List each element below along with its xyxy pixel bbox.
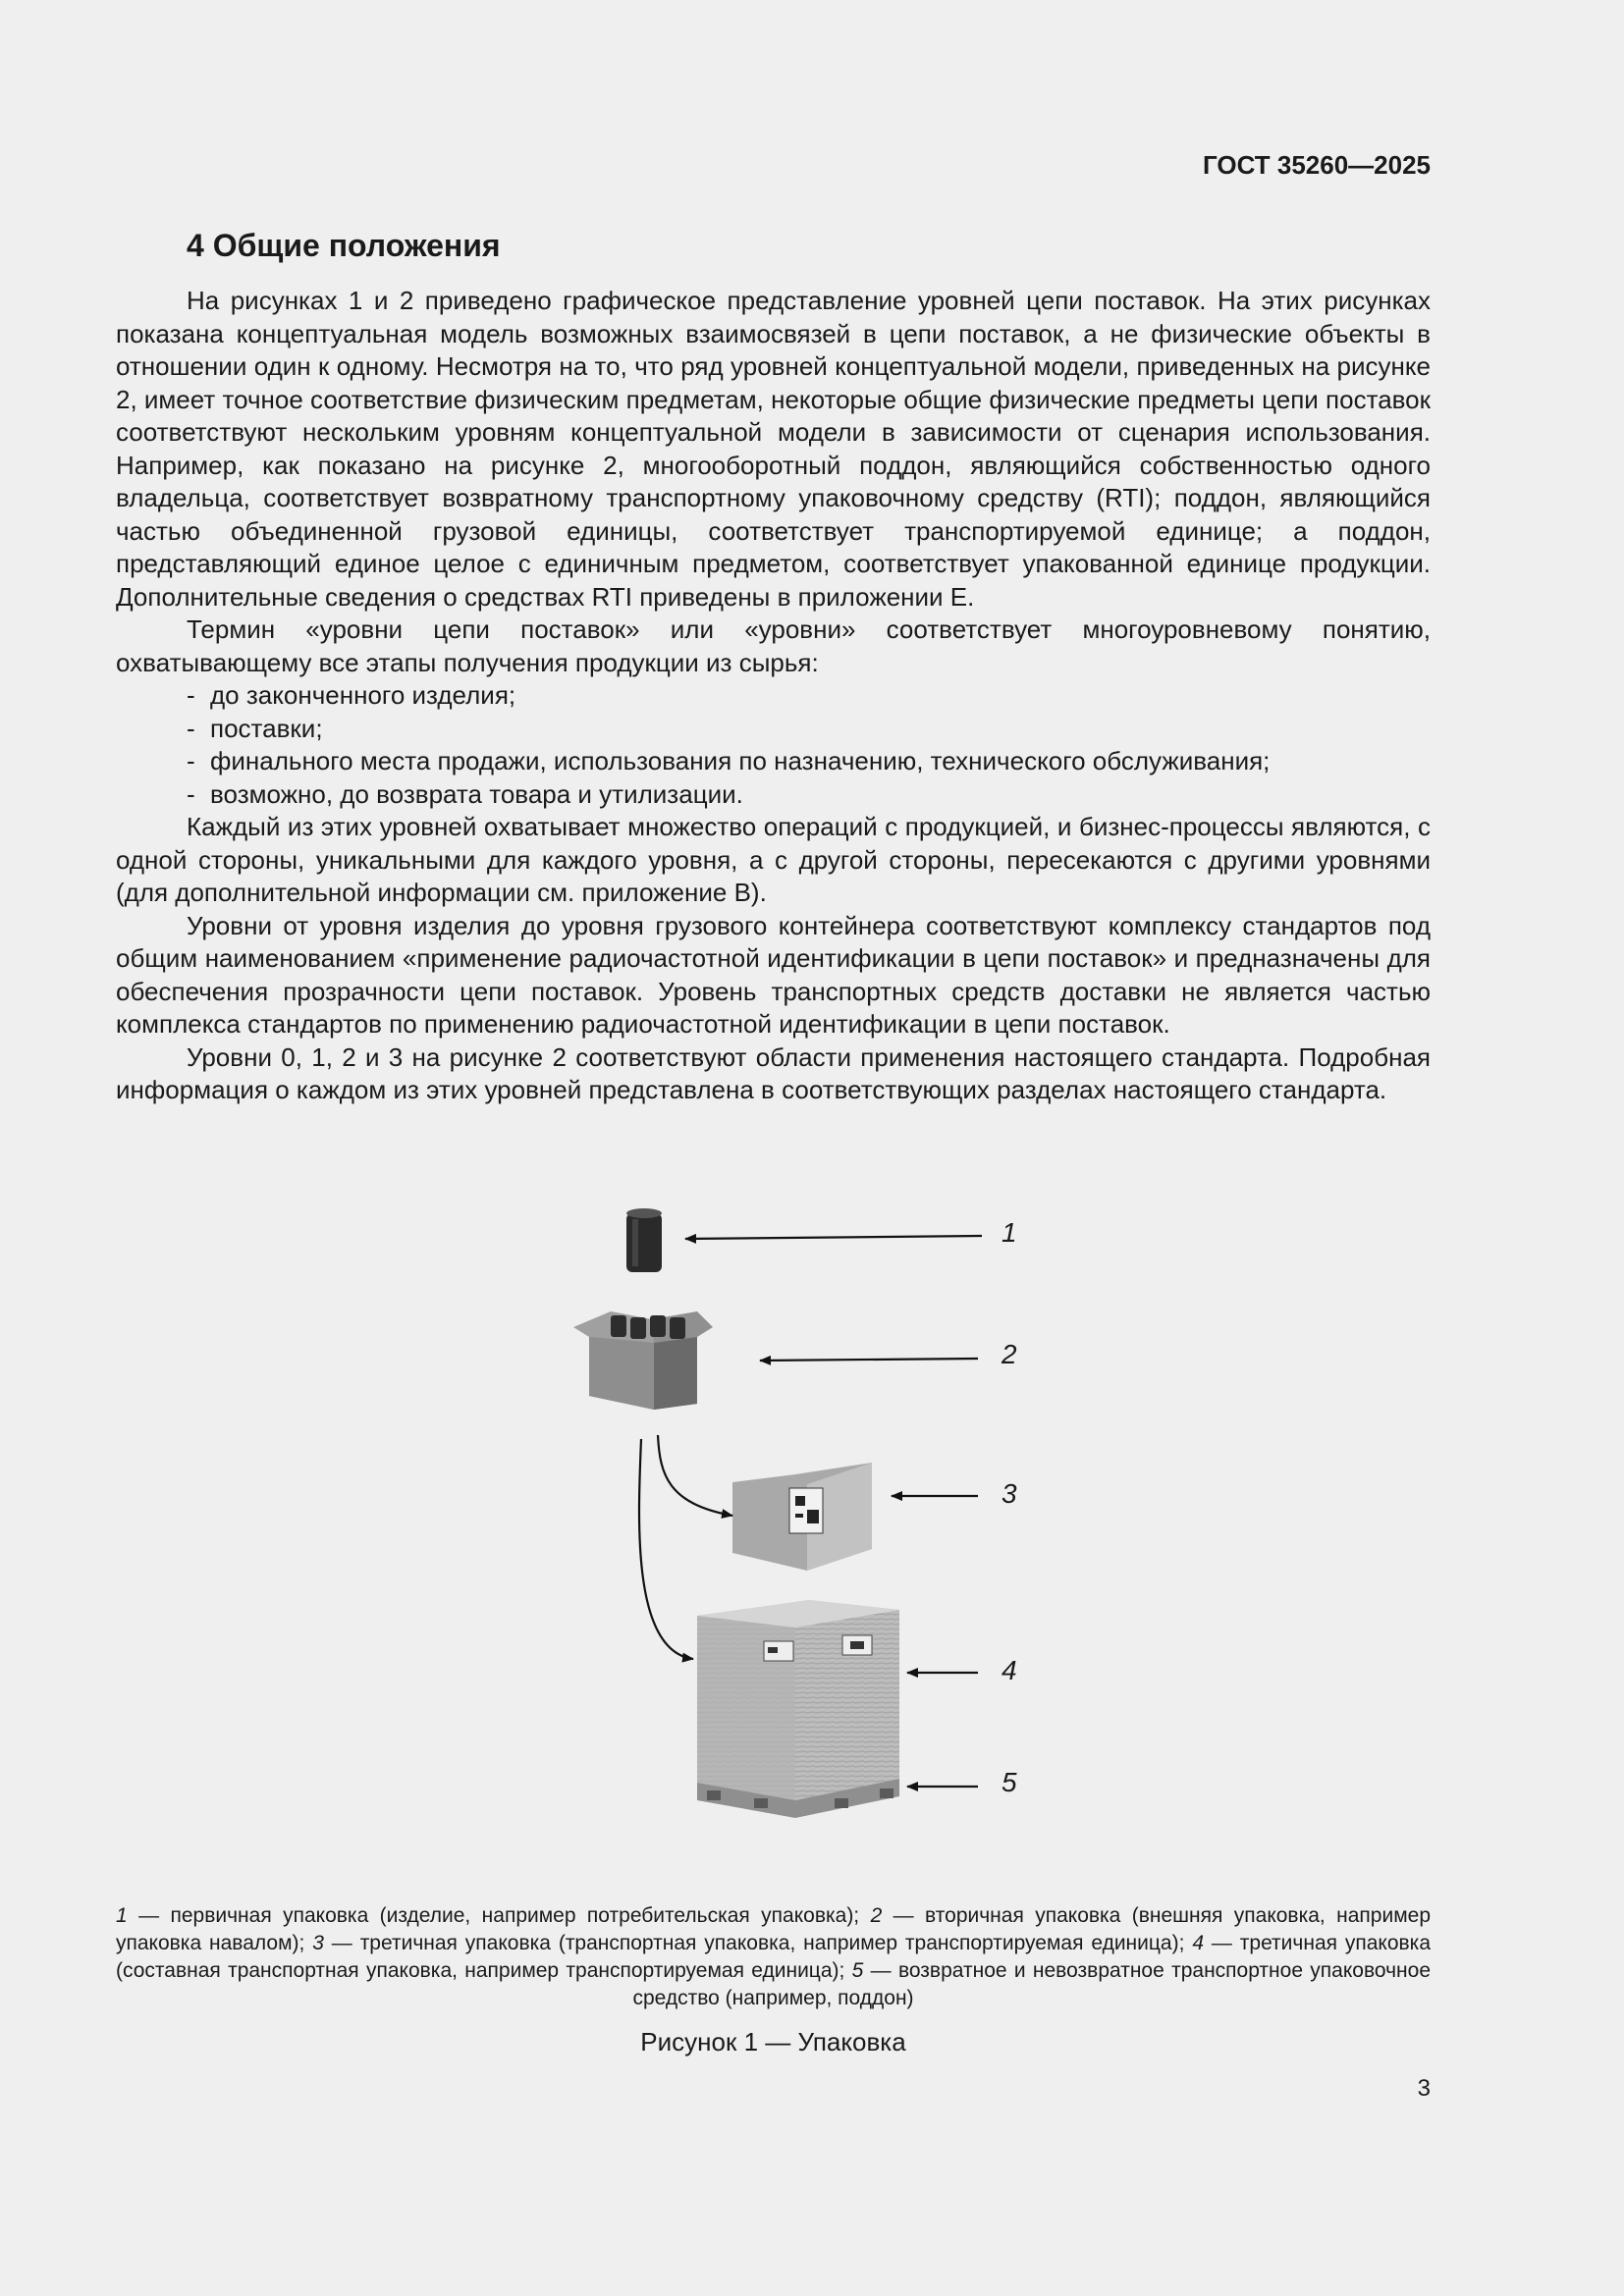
callout-3: 3	[1001, 1478, 1017, 1509]
body-text	[116, 285, 1431, 1107]
callout-4: 4	[1001, 1655, 1017, 1685]
secondary-package-icon	[573, 1311, 713, 1410]
paragraph: Уровни от уровня изделия до уровня грузового контейнера соответствуют комплексу стандартов под общим наименованием «применение радиочастотной идентификации в цепи поставок» и предназначены для обеспечения прозрачности цепи поставок. Уровень транспортных средств доставки не является частью комплекса стандартов по применению радиочастотной идентификации в цепи поставок.	[116, 910, 1431, 1039]
legend-text: — третичная упаковка (составная транспортная упаковка, например транспортируемая единица);	[116, 1932, 1432, 1982]
paragraph: Уровни 0, 1, 2 и 3 на рисунке 2 соответствуют области применения настоящего стандарта. Подробная информация о каждом из этих уровней представлена в соответствующих разделах настоящего стандарта.	[116, 1041, 1431, 1104]
legend-num: 4	[1192, 1932, 1204, 1954]
stages-list	[116, 679, 1431, 811]
pallet-load-icon	[697, 1600, 899, 1818]
list-item-text: до законченного изделия;	[210, 680, 516, 710]
list-item-text: возможно, до возврата товара и утилизации.	[210, 778, 743, 809]
list-item: - возможно, до возврата товара и утилизации.	[187, 778, 743, 809]
leader-arrow-2	[760, 1359, 978, 1361]
figure-legend	[116, 1902, 1431, 2012]
callout-1: 1	[1001, 1217, 1017, 1248]
callout-2: 2	[1001, 1339, 1017, 1369]
legend-text: — первичная упаковка (изделие, например потребительская упаковка);	[127, 1904, 871, 1927]
legend-num: 3	[312, 1932, 324, 1954]
paragraph: На рисунках 1 и 2 приведено графическое представление уровней цепи поставок. На этих рисунках показана концептуальная модель возможных взаимосвязей в цепи поставок, а не физические объекты в отношении один к одному. Несмотря на то, что ряд уровней концептуальной модели, приведенных на рисунке 2, имеет точное соответствие физическим предметам, некоторые общие физические предметы цепи поставок соответствуют нескольким уровням концептуальной модели в зависимости от сценария использования. Например, как показано на рисунке 2, многооборотный поддон, являющийся собственностью одного владельца, соответствует возвратному транспортному упаковочному средству (RTI); поддон, являющийся частью объединенной грузовой единицы, соответствует транспортируемой единице; а поддон, представляющий единое целое с единичным предметом, соответствует упакованной единице продукции. Дополнительные сведения о средствах RTI приведены в приложении Е.	[116, 286, 1432, 612]
legend-text: — возвратное и невозвратное транспортное упаковочное средство (например, поддон)	[632, 1959, 1431, 2009]
list-item: - до законченного изделия;	[187, 680, 516, 710]
paragraph: Термин «уровни цепи поставок» или «уровни» соответствует многоуровневому понятию, охватывающему все этапы получения продукции из сырья:	[116, 614, 1431, 677]
packaging-figure	[550, 1190, 1080, 1838]
list-item-text: поставки;	[210, 713, 323, 743]
list-item: - финального места продажи, использования по назначению, технического обслуживания;	[187, 746, 1271, 775]
callout-5: 5	[1001, 1767, 1017, 1797]
tertiary-package-icon	[732, 1463, 872, 1571]
legend-num: 1	[116, 1904, 128, 1927]
legend-num: 2	[870, 1904, 883, 1927]
figure-caption: Рисунок 1 — Упаковка	[640, 2027, 906, 2056]
packaging-illustration	[550, 1190, 1080, 1838]
legend-text: — вторичная упаковка (внешняя упаковка, например упаковка навалом);	[116, 1904, 1432, 1954]
section-title: 4 Общие положения	[187, 228, 501, 263]
list-item-text: финального места продажи, использования по назначению, технического обслуживания;	[210, 746, 1271, 775]
leader-arrow-1	[685, 1236, 982, 1239]
primary-package-icon	[626, 1208, 662, 1272]
legend-text: — третичная упаковка (транспортная упаковка, например транспортируемая единица);	[323, 1932, 1193, 1954]
list-item: - поставки;	[187, 713, 323, 743]
flow-arrow-to-4	[639, 1439, 693, 1659]
flow-arrow-to-3	[658, 1435, 732, 1516]
paragraph: Каждый из этих уровней охватывает множество операций с продукцией, и бизнес-процессы являются, с одной стороны, уникальными для каждого уровня, а с другой стороны, пересекаются с другими уровнями (для дополнительной информации см. приложение В).	[116, 812, 1431, 907]
page-number: 3	[1417, 2075, 1431, 2102]
standard-designation: ГОСТ 35260—2025	[1203, 150, 1431, 180]
legend-num: 5	[851, 1959, 864, 1982]
